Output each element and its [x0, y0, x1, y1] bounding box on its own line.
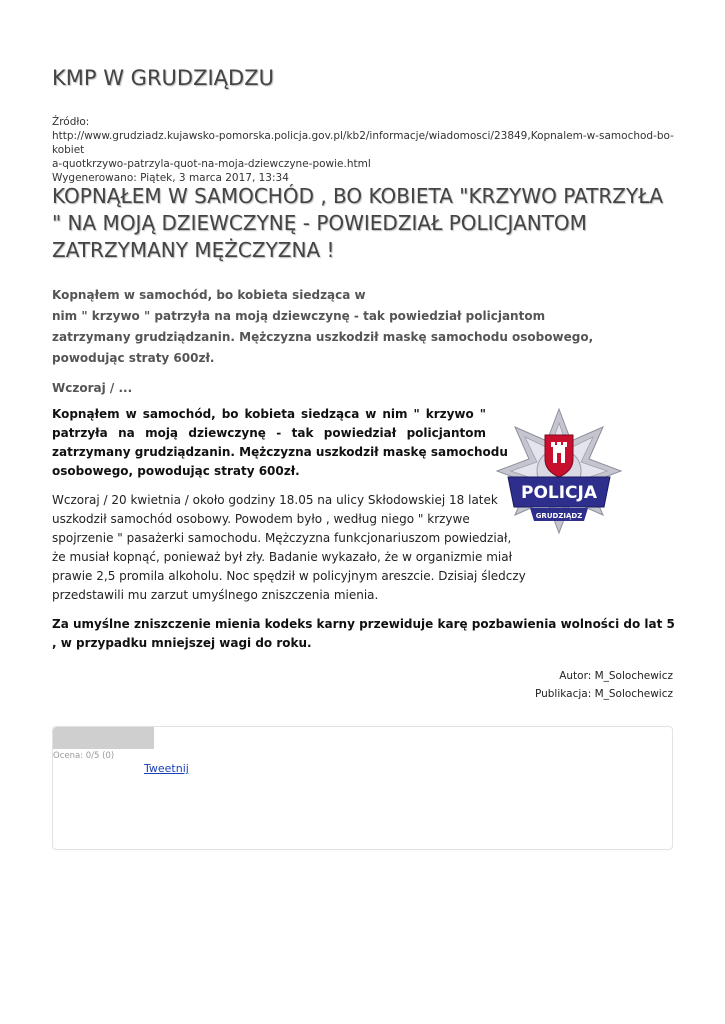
body-line: przedstawili mu zarzut umyślnego zniszczenia mienia.	[52, 588, 379, 602]
publication: Publikacja: M_Solochewicz	[534, 688, 673, 700]
closing-paragraph: Za umyślne zniszczenie mienia kodeks karny przewiduje karę pozbawienia wolności do lat 5 , w przypadku mniejszej wagi do roku.	[52, 617, 675, 650]
rating-text: Ocena: 0/5 (0)	[53, 751, 115, 761]
lead-line: powodując straty 600zł.	[52, 351, 215, 365]
badge-text-main: POLICJA	[520, 483, 598, 503]
body-line: uszkodził samochód osobowy. Powodem było , według niego " krzywe	[52, 512, 470, 526]
source-label: Źródło:	[52, 116, 90, 128]
body-line: prawie 2,5 promila alkoholu. Noc spędził w policyjnym areszcie. Dzisiaj śledczy	[52, 569, 526, 583]
source-url-line2: a-quotkrzywo-patrzyla-quot-na-moja-dziewczyne-powie.html	[52, 158, 371, 170]
body-paragraph	[52, 491, 526, 605]
body-line: spojrzenie " pasażerki samochodu. Mężczyzna funkcjonariuszom powiedział,	[52, 531, 512, 545]
rating-box	[52, 726, 673, 850]
article-title: KOPNĄŁEM W SAMOCHÓD , BO KOBIETA "KRZYWO PATRZYŁA " NA MOJĄ DZIEWCZYNĘ - POWIEDZIAŁ POLICJANTOM ZATRZYMANY MĘŻCZYZNA !	[52, 184, 664, 262]
badge-text-sub: GRUDZIĄDZ	[535, 512, 583, 520]
body-line: że musiał kopnąć, ponieważ był zły. Badanie wykazało, że w organizmie miał	[52, 550, 512, 564]
lead-line: zatrzymany grudziądzanin. Mężczyzna uszkodził maskę samochodu osobowego,	[52, 330, 594, 344]
intro-line: osobowego, powodując straty 600zł.	[52, 464, 300, 478]
author: Autor: M_Solochewicz	[559, 670, 673, 682]
dateline: Wczoraj / ...	[52, 381, 133, 395]
intro-line: patrzyła na moją dziewczynę - tak powiedział policjantom	[52, 426, 486, 440]
intro-paragraph	[52, 405, 508, 481]
tweet-link[interactable]: Tweetnij	[144, 762, 189, 775]
site-title: KMP W GRUDZIĄDZU	[52, 66, 274, 90]
police-badge-image	[492, 407, 626, 539]
police-star-badge-icon	[492, 407, 626, 539]
source-url-line1: http://www.grudziadz.kujawsko-pomorska.policja.gov.pl/kb2/informacje/wiadomosci/23849,Kopnalem-w-samochod-bo-kobiet	[52, 130, 674, 156]
intro-line: zatrzymany grudziądzanin. Mężczyzna uszkodził maskę samochodu	[52, 445, 508, 459]
intro-line: Kopnąłem w samochód, bo kobieta siedząca w nim " krzywo "	[52, 407, 486, 421]
rating-bar[interactable]	[53, 727, 154, 749]
article-lead	[52, 285, 612, 369]
lead-line: Kopnąłem w samochód, bo kobieta siedząca w	[52, 288, 366, 302]
generated-date: Wygenerowano: Piątek, 3 marca 2017, 13:34	[52, 172, 289, 184]
lead-line: nim " krzywo " patrzyła na moją dziewczynę - tak powiedział policjantom	[52, 309, 546, 323]
source-meta	[52, 115, 677, 185]
body-line: Wczoraj / 20 kwietnia / około godziny 18.05 na ulicy Skłodowskiej 18 latek	[52, 493, 498, 507]
